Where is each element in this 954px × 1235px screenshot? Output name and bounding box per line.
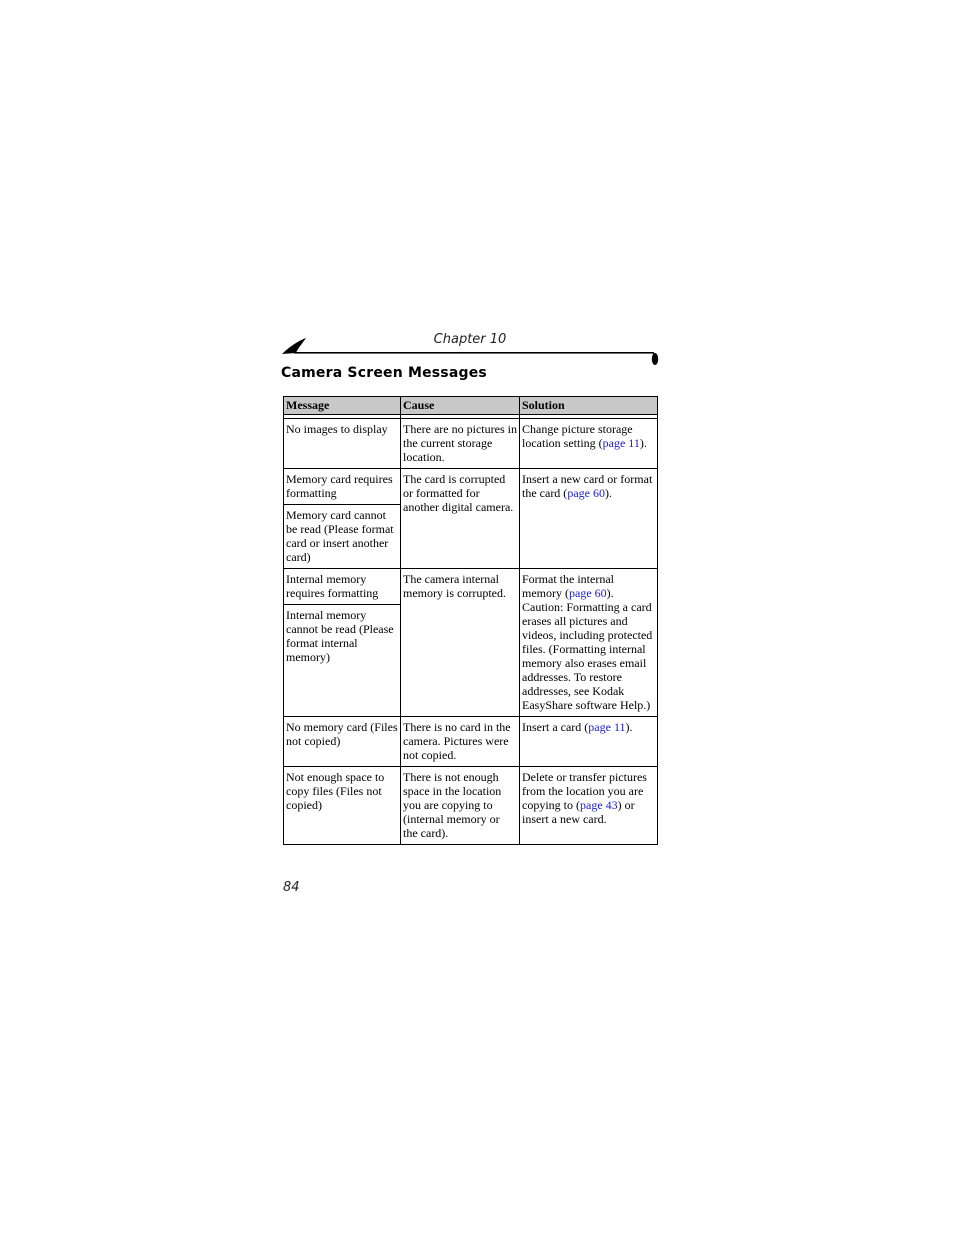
page-number: 84 — [283, 880, 300, 895]
column-header-message: Message — [284, 397, 401, 415]
message-cell: Memory card requires formatting — [284, 469, 401, 505]
header-line — [294, 352, 654, 354]
message-cell: Not enough space to copy files (Files not copied) — [284, 767, 401, 845]
solution-cell: Format the internal memory (page 60). Caution: Formatting a card erases all pictures and videos, including protected files. (Formatting internal memory also erases email addresses. To restore addresses, see Kodak EasyShare software Help.) — [520, 569, 658, 717]
cause-cell: There are no pictures in the current storage location. — [401, 419, 520, 469]
column-header-solution: Solution — [520, 397, 658, 415]
message-cell: Memory card cannot be read (Please format card or insert another card) — [284, 505, 401, 569]
table-row — [284, 469, 658, 505]
page-link[interactable]: page 11 — [588, 720, 626, 734]
cause-cell: There is not enough space in the location you are copying to (internal memory or the card). — [401, 767, 520, 845]
page-link[interactable]: page 11 — [602, 436, 640, 450]
table-row — [284, 717, 658, 767]
page-link[interactable]: page 60 — [567, 486, 605, 500]
page-link[interactable]: page 43 — [580, 798, 618, 812]
table-header-row — [284, 397, 658, 415]
solution-cell: Insert a new card or format the card (page 60). — [520, 469, 658, 569]
cause-cell: The camera internal memory is corrupted. — [401, 569, 520, 717]
message-cell: No memory card (Files not copied) — [284, 717, 401, 767]
message-cell: Internal memory cannot be read (Please format internal memory) — [284, 605, 401, 717]
section-title: Camera Screen Messages — [281, 365, 487, 381]
page-link[interactable]: page 60 — [569, 586, 607, 600]
header-line-end-dot — [652, 353, 658, 365]
table-row — [284, 767, 658, 845]
swoosh-icon — [282, 338, 306, 354]
camera-messages-table — [283, 396, 658, 845]
solution-cell: Delete or transfer pictures from the location you are copying to (page 43) or insert a new card. — [520, 767, 658, 845]
message-cell: No images to display — [284, 419, 401, 469]
cause-cell: The card is corrupted or formatted for another digital camera. — [401, 469, 520, 569]
message-cell: Internal memory requires formatting — [284, 569, 401, 605]
column-header-cause: Cause — [401, 397, 520, 415]
solution-cell: Insert a card (page 11). — [520, 717, 658, 767]
chapter-label: Chapter 10 — [433, 332, 507, 347]
solution-cell: Change picture storage location setting (page 11). — [520, 419, 658, 469]
table-row — [284, 419, 658, 469]
table-row — [284, 569, 658, 605]
cause-cell: There is no card in the camera. Pictures were not copied. — [401, 717, 520, 767]
